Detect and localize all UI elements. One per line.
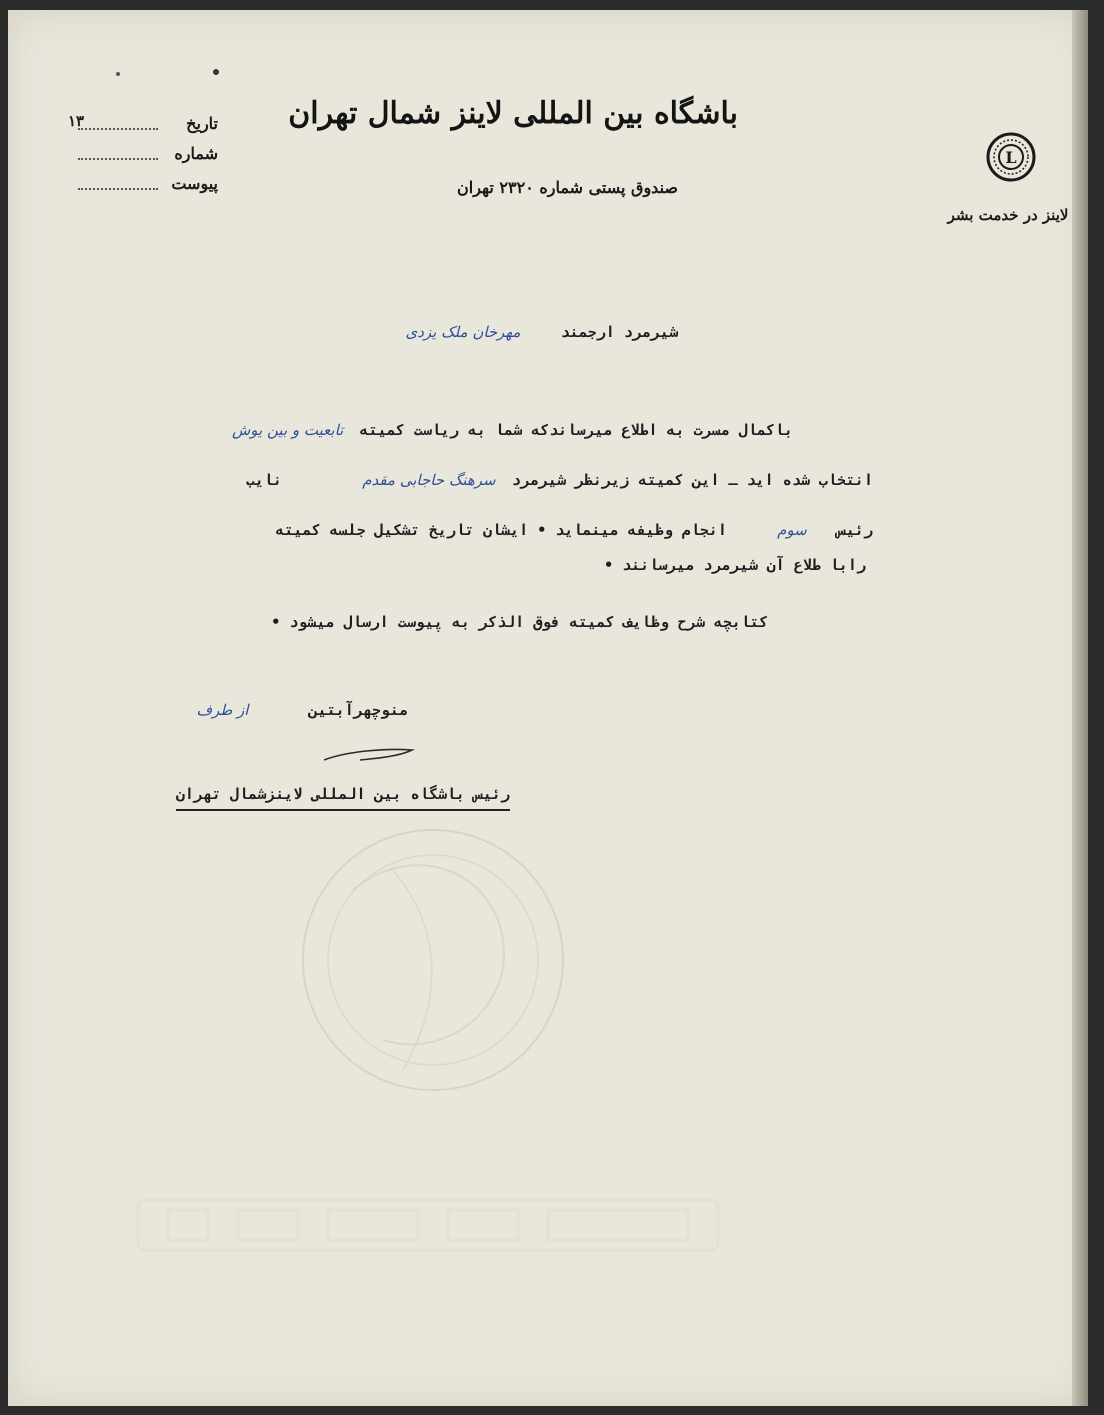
body-line-2	[246, 470, 873, 489]
meta-block	[68, 110, 218, 200]
body-line-4	[604, 555, 866, 574]
body-line-1-handwritten: تابعیت و بین یوش	[232, 421, 344, 439]
signer-name: منوچهرآبتین	[308, 701, 408, 719]
body-line-2-typed-b: نایب	[245, 471, 282, 489]
lions-motto: لاینز در خدمت بشر	[947, 206, 1069, 224]
meta-date-value: ۱۳	[68, 112, 85, 130]
salutation-line	[405, 322, 678, 341]
body-line-3-handwritten: سوم	[777, 521, 807, 539]
lions-emblem-letter: L	[1005, 148, 1017, 167]
body-line-1	[232, 420, 793, 439]
body-line-1-typed: باکمال مسرت به اطلاع میرساندکه شما به ریاست کمیته	[359, 421, 793, 439]
meta-attachment-row	[68, 170, 218, 200]
signer-role: رئیس باشگاه بین المللی لاینزشمال تهران	[175, 785, 510, 803]
salutation-typed: شیرمرد ارجمند	[560, 323, 678, 341]
meta-attachment-dots	[78, 188, 158, 190]
letterhead-address: صندوق پستی شماره ۲۳۲۰ تهران	[457, 178, 678, 197]
signature-stroke	[320, 742, 416, 766]
lions-emblem-icon	[986, 132, 1036, 182]
body-line-3-typed-b: انجام وظیفه مینماید • ایشان تاریخ تشکیل جلسه کمیته	[275, 521, 727, 539]
watermark-seal	[273, 810, 593, 1110]
signer-role-line	[176, 784, 510, 811]
meta-date-row	[68, 110, 218, 140]
body-line-3-typed-a: رئیس	[836, 521, 873, 539]
salutation-handwritten-name: مهرخان ملک یزدی	[405, 323, 521, 341]
meta-attachment-label: پیوست	[171, 174, 218, 193]
body-line-2-typed-a: انتخاب شده اید ـ این کمیته زیرنظر شیرمرد	[511, 471, 873, 489]
bleed-through-stamp	[128, 1190, 728, 1260]
signer-handwritten-note: از طرف	[196, 701, 249, 719]
meta-number-label: شماره	[174, 144, 218, 163]
body-line-4-typed: رابا طلاع آن شیرمرد میرسانند •	[604, 556, 866, 574]
meta-date-dots	[78, 128, 158, 130]
letter-paper	[8, 10, 1088, 1406]
paper-specks	[108, 68, 238, 88]
body-line-2-handwritten: سرهنگ حاجابی مقدم	[362, 471, 496, 489]
signer-line	[197, 700, 408, 719]
meta-number-dots	[78, 158, 158, 160]
body-line-5	[271, 612, 768, 631]
meta-date-label: تاریخ	[186, 114, 218, 133]
meta-number-row	[68, 140, 218, 170]
letterhead-title: باشگاه بین المللی لاینز شمال تهران	[288, 96, 738, 131]
body-line-5-typed: کتابچه شرح وظایف کمیته فوق الذکر به پیوست ارسال میشود •	[271, 613, 768, 631]
body-line-3	[275, 520, 873, 539]
